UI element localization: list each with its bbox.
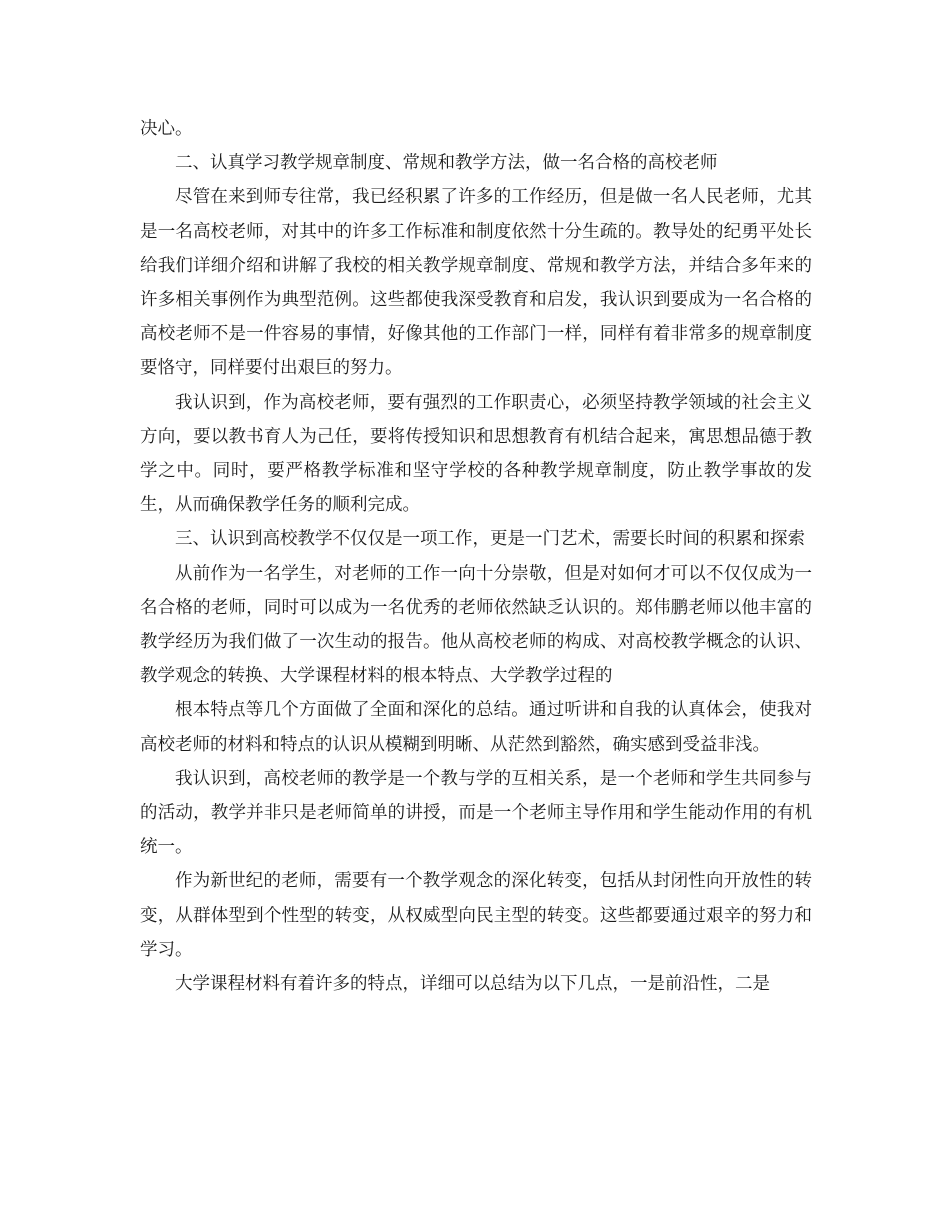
paragraph-8: 我认识到，高校老师的教学是一个教与学的互相关系，是一个老师和学生共同参与的活动，教学并非只是老师简单的讲授，而是一个老师主导作用和学生能动作用的有机统一。: [140, 768, 812, 858]
paragraph-10: 大学课程材料有着许多的特点，详细可以总结为以下几点，一是前沿性，二是: [175, 974, 770, 995]
paragraph-3: 尽管在来到师专往常，我已经积累了许多的工作经历，但是做一名人民老师，尤其是一名高校老师，对其中的许多工作标准和制度依然十分生疏的。教导处的纪勇平处长给我们详细介绍和讲解了我校的相关教学规章制度、常规和教学方法，并结合多年来的许多相关事例作为典型范例。这些都使我深受教育和启发，我认识到要成为一名合格的高校老师不是一件容易的事情，好像其他的工作部门一样，同样有着非常多的规章制度要恪守，同样要付出艰巨的努力。: [140, 187, 812, 379]
section-heading-2: 二、认真学习教学规章制度、常规和教学方法，做一名合格的高校老师: [175, 153, 718, 174]
document-body: [140, 112, 812, 1001]
section-heading-3: 三、认识到高校教学不仅仅是一项工作，更是一门艺术，需要长时间的积累和探索: [175, 529, 805, 550]
paragraph-1: 决心。: [140, 119, 193, 139]
paragraph-6: 从前作为一名学生，对老师的工作一向十分崇敬，但是对如何才可以不仅仅成为一名合格的老师，同时可以成为一名优秀的老师依然缺乏认识的。郑伟鹏老师以他丰富的教学经历为我们做了一次生动的报告。他从高校老师的构成、对高校教学概念的认识、教学观念的转换、大学课程材料的根本特点、大学教学过程的: [140, 563, 812, 687]
paragraph-7: 根本特点等几个方面做了全面和深化的总结。通过听讲和自我的认真体会，使我对高校老师的材料和特点的认识从模糊到明晰、从茫然到豁然，确实感到受益非浅。: [140, 700, 812, 755]
paragraph-9: 作为新世纪的老师，需要有一个教学观念的深化转变，包括从封闭性向开放性的转变，从群体型到个性型的转变，从权威型向民主型的转变。这些都要通过艰辛的努力和学习。: [140, 871, 812, 960]
paragraph-4: 我认识到，作为高校老师，要有强烈的工作职责心，必须坚持教学领域的社会主义方向，要以教书育人为己任，要将传授知识和思想教育有机结合起来，寓思想品德于教学之中。同时，要严格教学标准和坚守学校的各种教学规章制度，防止教学事故的发生，从而确保教学任务的顺利完成。: [140, 392, 812, 516]
